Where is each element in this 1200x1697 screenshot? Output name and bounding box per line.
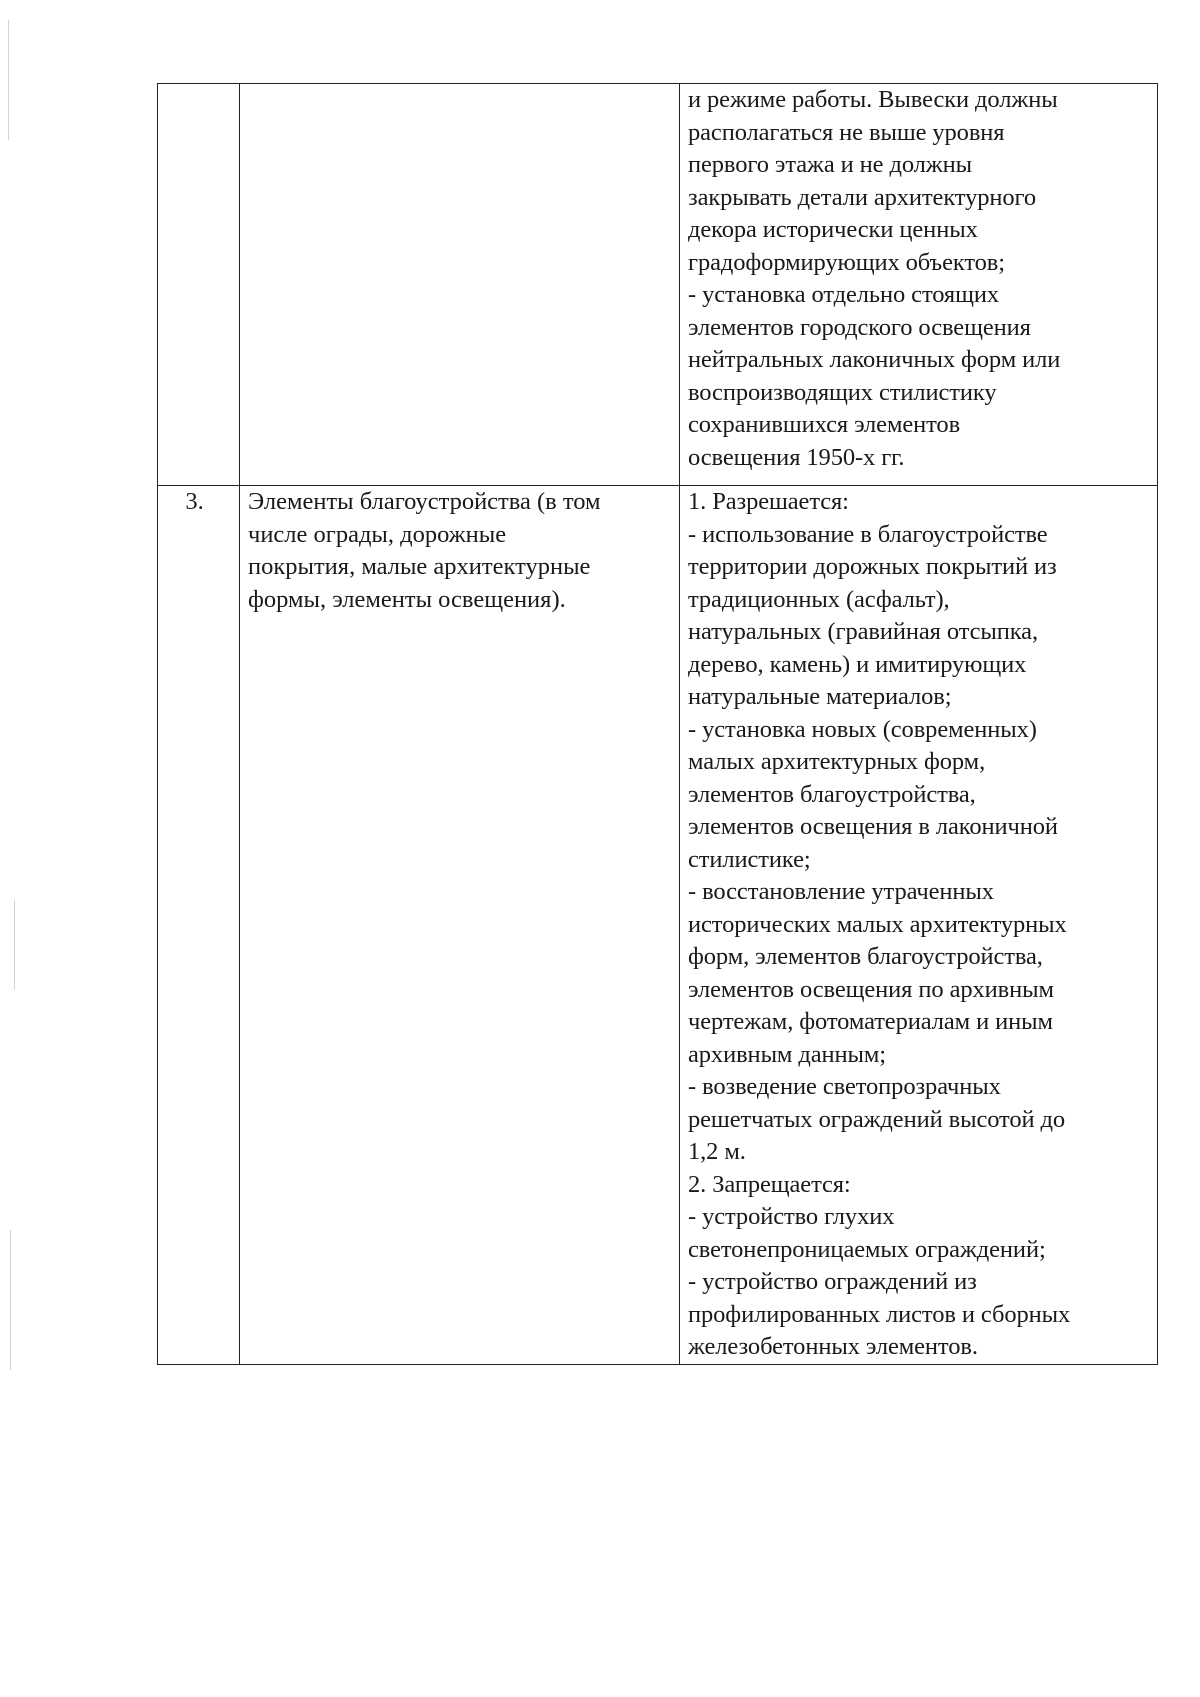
requirement-line: чертежам, фотоматериалам и иным	[688, 1008, 1053, 1035]
requirement-line: архивным данным;	[688, 1040, 886, 1068]
requirement-line: декора исторически ценных	[688, 216, 978, 243]
regulations-table	[157, 83, 1158, 1365]
table-row	[158, 486, 1158, 1365]
requirement-line: и режиме работы. Вывески должны	[688, 86, 1058, 113]
requirement-line: элементов освещения в лаконичной	[688, 813, 1058, 840]
requirement-line: закрывать детали архитектурного	[688, 183, 1037, 211]
element-cell	[240, 486, 680, 1365]
element-cell	[240, 84, 680, 486]
requirement-line: - установка новых (современных)	[688, 715, 1037, 743]
requirement-line: - восстановление утраченных	[688, 878, 994, 905]
element-line: формы, элементы освещения).	[248, 585, 566, 613]
row-number-cell	[158, 84, 240, 486]
element-line: Элементы благоустройства (в том	[248, 488, 601, 515]
requirement-line: железобетонных элементов.	[688, 1333, 978, 1360]
requirement-line: дерево, камень) и имитирующих	[688, 650, 1027, 678]
requirement-line: - устройство глухих	[688, 1203, 895, 1230]
requirement-line: нейтральных лаконичных форм или	[688, 346, 1061, 373]
requirement-line: располагаться не выше уровня	[688, 118, 1005, 146]
requirement-line: элементов городского освещения	[688, 313, 1031, 341]
requirement-line: решетчатых ограждений высотой до	[688, 1105, 1066, 1133]
requirement-line: 2. Запрещается:	[688, 1170, 851, 1198]
element-line: покрытия, малые архитектурные	[248, 553, 591, 580]
requirement-line: освещения 1950-х гг.	[688, 443, 905, 471]
row-number: 3.	[185, 488, 204, 515]
scan-artifact	[10, 1230, 11, 1370]
row-number-cell	[158, 486, 240, 1365]
scan-artifact	[8, 20, 9, 140]
table-row	[158, 84, 1158, 486]
requirement-line: исторических малых архитектурных	[688, 910, 1067, 938]
requirement-line: 1,2 м.	[688, 1138, 746, 1165]
requirements-cell	[680, 486, 1158, 1365]
requirement-line: форм, элементов благоустройства,	[688, 943, 1043, 970]
requirement-line: - устройство ограждений из	[688, 1268, 977, 1295]
requirement-line: воспроизводящих стилистику	[688, 378, 997, 406]
requirement-line: традиционных (асфальт),	[688, 585, 950, 613]
requirement-line: 1. Разрешается:	[688, 488, 849, 515]
element-line: числе ограды, дорожные	[248, 520, 507, 548]
requirement-line: территории дорожных покрытий из	[688, 553, 1057, 580]
requirement-line: натуральных (гравийная отсыпка,	[688, 618, 1038, 645]
requirement-line: натуральные материалов;	[688, 683, 952, 710]
requirement-line: элементов благоустройства,	[688, 780, 976, 808]
requirements-cell	[680, 84, 1158, 486]
requirement-line: малых архитектурных форм,	[688, 748, 986, 775]
requirement-line: стилистике;	[688, 845, 811, 873]
scan-artifact	[14, 900, 15, 990]
requirement-line: - возведение светопрозрачных	[688, 1073, 1001, 1100]
requirement-line: сохранившихся элементов	[688, 411, 961, 438]
requirement-line: профилированных листов и сборных	[688, 1300, 1071, 1328]
requirement-line: градоформирующих объектов;	[688, 248, 1005, 276]
requirement-line: первого этажа и не должны	[688, 151, 972, 178]
requirement-line: светонепроницаемых ограждений;	[688, 1235, 1046, 1263]
requirement-line: - использование в благоустройстве	[688, 520, 1048, 548]
requirement-line: элементов освещения по архивным	[688, 975, 1054, 1003]
requirement-line: - установка отдельно стоящих	[688, 281, 1000, 308]
